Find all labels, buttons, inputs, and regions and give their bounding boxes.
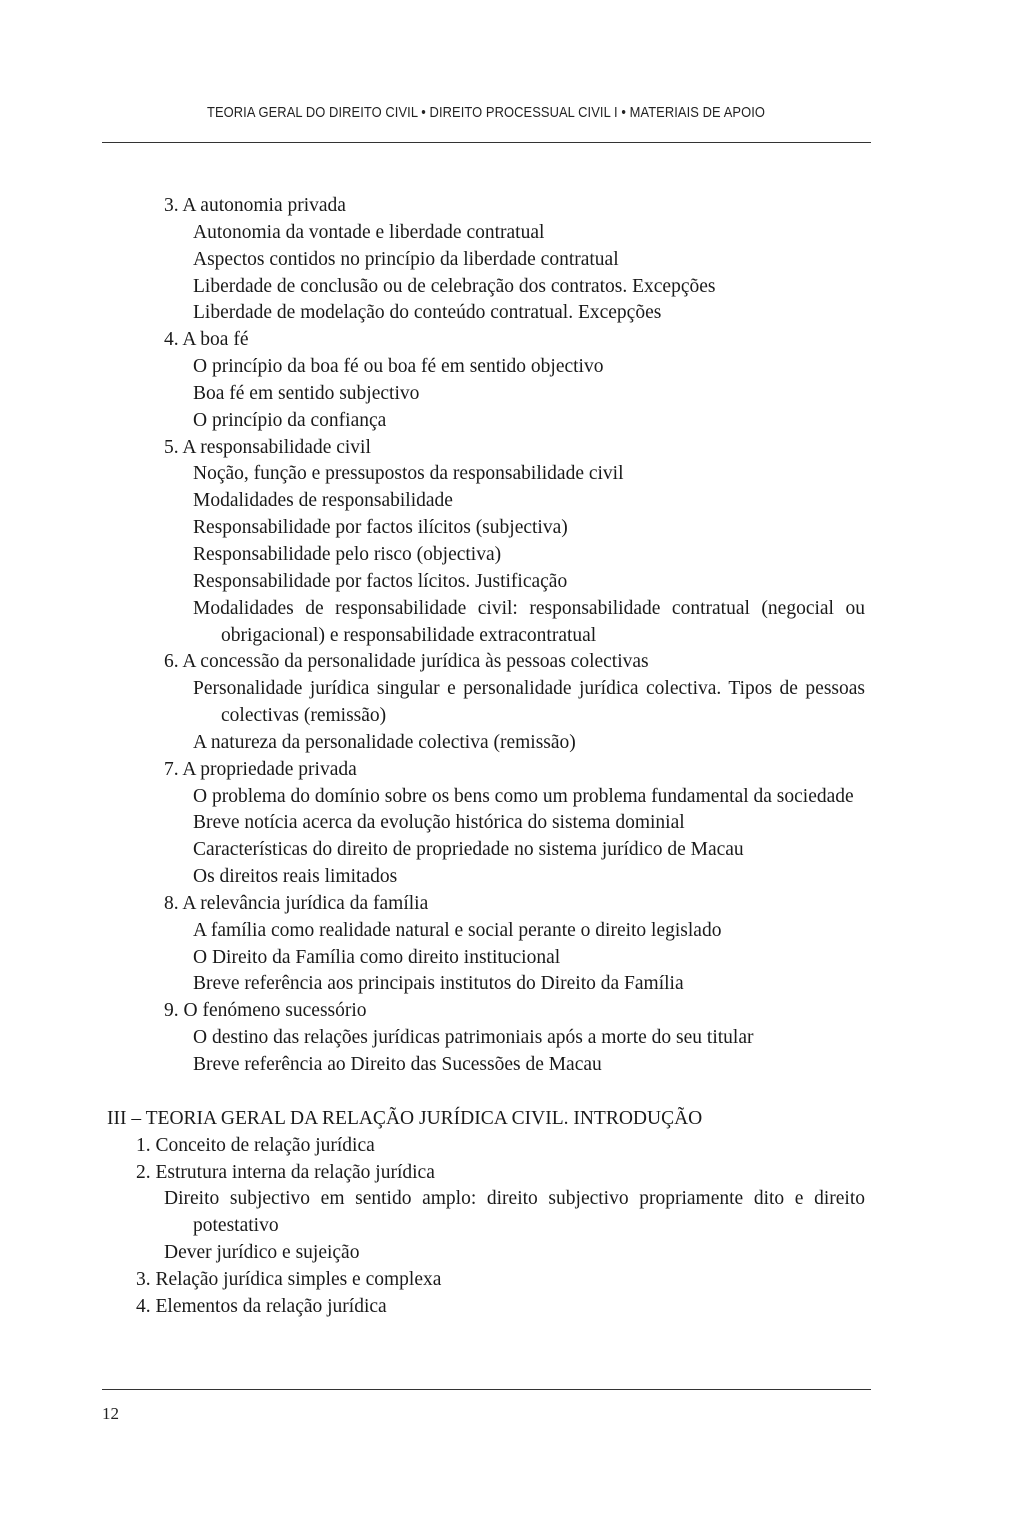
section-heading: 9. O fenómeno sucessório [164,1000,367,1022]
list-item: A natureza da personalidade colectiva (remissão) [193,731,576,753]
list-item: Responsabilidade por factos lícitos. Justificação [193,570,568,592]
section-heading: 1. Conceito de relação jurídica [136,1134,375,1156]
list-item: O destino das relações jurídicas patrimoniais após a morte do seu titular [193,1027,754,1049]
list-item: A família como realidade natural e social perante o direito legislado [193,919,722,941]
list-item-long-line1: Modalidades de responsabilidade civil: responsabilidade contratual (negocial ou [193,597,865,619]
list-item: Breve notícia acerca da evolução histórica do sistema dominial [193,812,685,834]
list-item: Breve referência aos principais institutos do Direito da Família [193,973,684,995]
section-heading: 4. A boa fé [164,329,249,351]
header-rule [102,142,871,143]
list-item-long-line2: obrigacional) e responsabilidade extracontratual [221,624,597,646]
list-item-long-line2: colectivas (remissão) [221,705,387,727]
section-heading: 2. Estrutura interna da relação jurídica [136,1161,435,1183]
list-item: O princípio da boa fé ou boa fé em sentido objectivo [193,356,604,378]
list-item: Autonomia da vontade e liberdade contratual [193,221,545,243]
list-item: Responsabilidade pelo risco (objectiva) [193,543,502,565]
list-item: Aspectos contidos no princípio da liberdade contratual [193,248,619,270]
section-heading: 3. A autonomia privada [164,195,346,216]
list-item: Liberdade de conclusão ou de celebração dos contratos. Excepções [193,275,716,297]
list-item: Modalidades de responsabilidade [193,490,453,512]
section-heading: 4. Elementos da relação jurídica [136,1295,387,1317]
section-heading: 7. A propriedade privada [164,758,357,780]
page-number: 12 [102,1404,119,1423]
part-heading: III – TEORIA GERAL DA RELAÇÃO JURÍDICA CIVIL. INTRODUÇÃO [107,1107,703,1129]
document-body [0,193,1024,1321]
list-item: Características do direito de propriedade no sistema jurídico de Macau [193,839,744,861]
list-item: O problema do domínio sobre os bens como um problema fundamental da sociedade [193,785,854,807]
section-heading: 5. A responsabilidade civil [164,436,371,458]
list-item: Liberdade de modelação do conteúdo contratual. Excepções [193,302,662,324]
list-item: Responsabilidade por factos ilícitos (subjectiva) [193,517,568,539]
footer-rule [102,1389,871,1390]
list-item: Boa fé em sentido subjectivo [193,382,420,404]
list-item: O princípio da confiança [193,409,387,431]
list-item: O Direito da Família como direito institucional [193,946,561,968]
list-item-long-line1: Direito subjectivo em sentido amplo: direito subjectivo propriamente dito e direito [164,1188,865,1210]
section-heading: 8. A relevância jurídica da família [164,892,429,914]
list-item: Noção, função e pressupostos da responsabilidade civil [193,463,624,485]
section-heading: 3. Relação jurídica simples e complexa [136,1268,442,1290]
list-item: Breve referência ao Direito das Sucessões de Macau [193,1054,602,1075]
list-item-long-line1: Personalidade jurídica singular e personalidade jurídica colectiva. Tipos de pessoas [193,678,865,700]
section-heading: 6. A concessão da personalidade jurídica às pessoas colectivas [164,651,649,673]
list-item: Os direitos reais limitados [193,866,398,888]
list-item: Dever jurídico e sujeição [164,1242,360,1264]
list-item-long-line2: potestativo [193,1215,279,1237]
running-header: TEORIA GERAL DO DIREITO CIVIL • DIREITO PROCESSUAL CIVIL I • MATERIAIS DE APOIO [206,104,765,121]
